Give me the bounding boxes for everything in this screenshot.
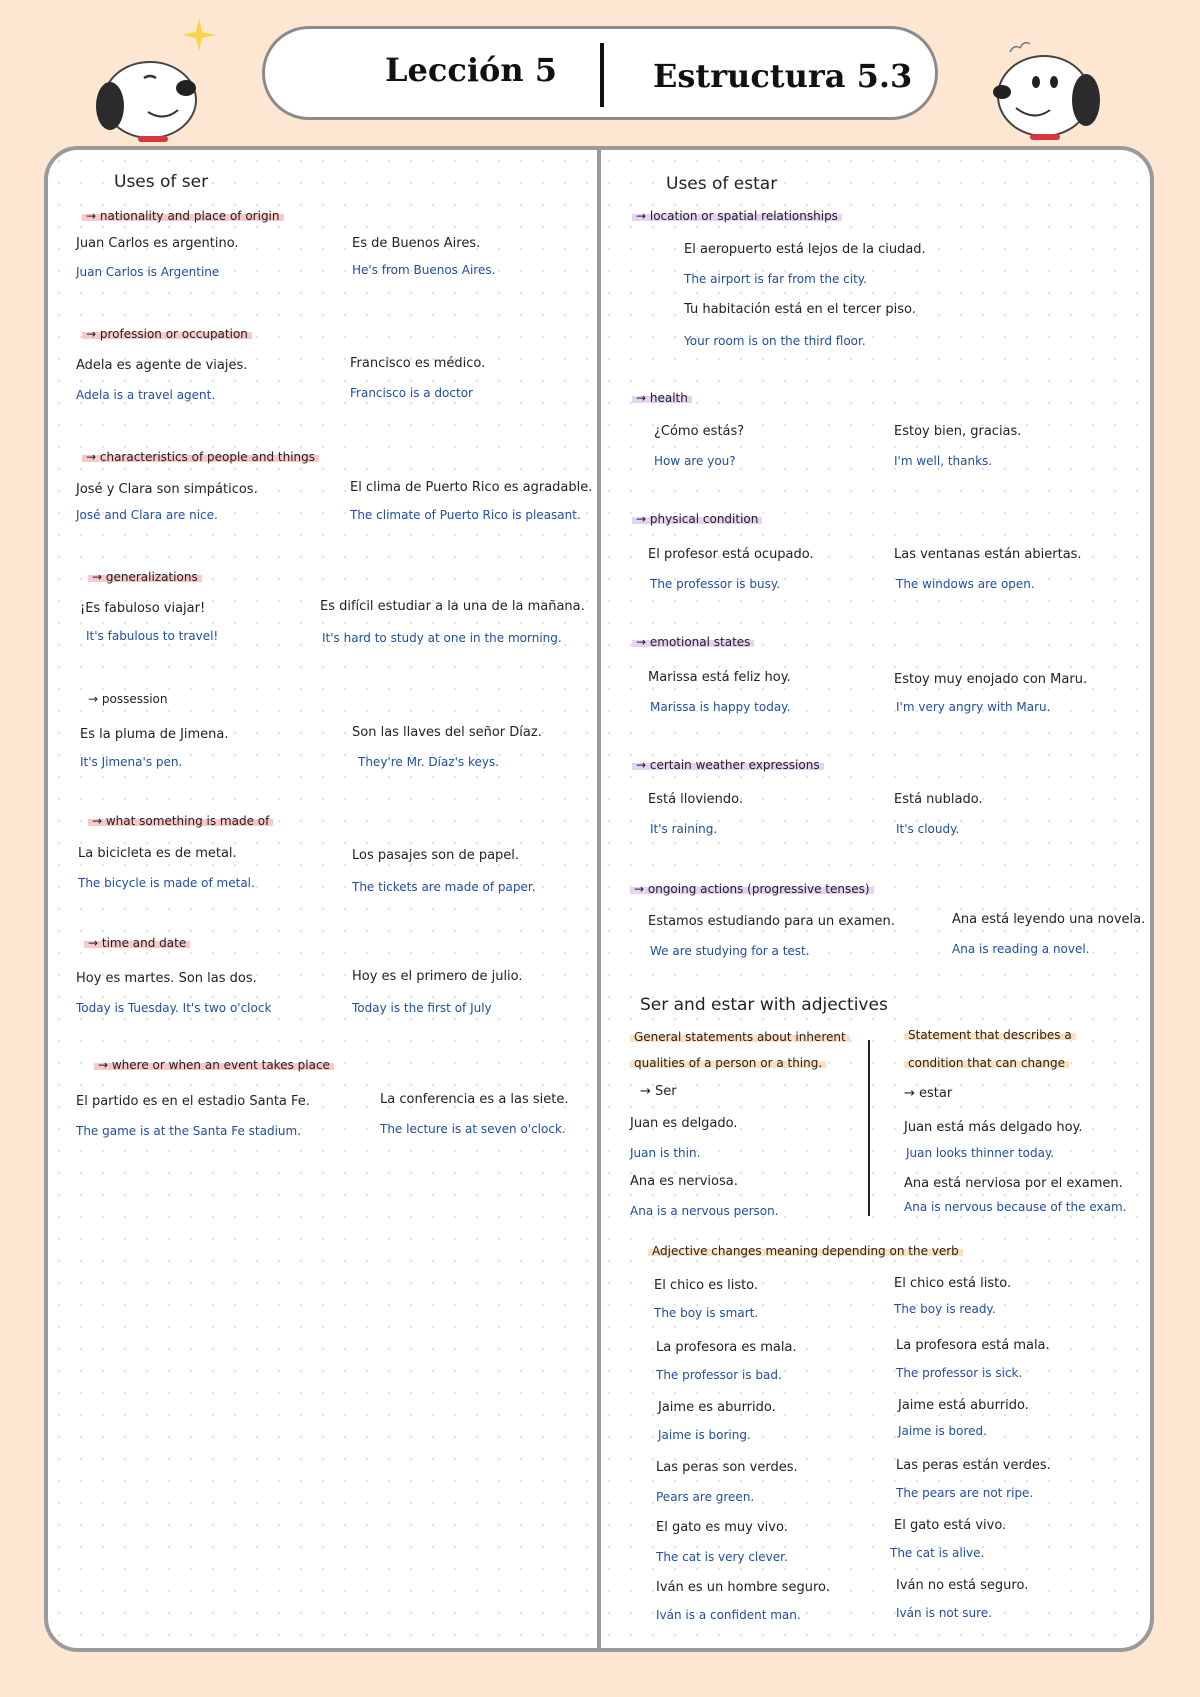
ser-translation: He's from Buenos Aires.	[352, 263, 496, 277]
meaning-ser-example: Iván es un hombre seguro.	[656, 1580, 830, 1595]
ser-side-translation: Juan is thin.	[630, 1146, 701, 1160]
ser-side-translation: Ana is a nervous person.	[630, 1204, 779, 1218]
ser-translation: Francisco is a doctor	[350, 386, 473, 400]
adjectives-divider	[868, 1040, 870, 1216]
title-banner	[262, 26, 938, 120]
meaning-estar-example: El chico está listo.	[894, 1276, 1012, 1291]
adjectives-title: Ser and estar with adjectives	[640, 995, 888, 1015]
meaning-estar-example: La profesora está mala.	[896, 1338, 1050, 1353]
meaning-estar-translation: The cat is alive.	[890, 1546, 985, 1560]
ser-side-label: → Ser	[640, 1084, 677, 1099]
ser-translation: They're Mr. Díaz's keys.	[358, 755, 500, 769]
ser-translation: Juan Carlos is Argentine	[76, 265, 220, 279]
estar-example: Tu habitación está en el tercer piso.	[684, 302, 916, 317]
meaning-estar-translation: The professor is sick.	[896, 1366, 1023, 1380]
estar-example: El aeropuerto está lejos de la ciudad.	[684, 242, 926, 257]
meaning-estar-example: Iván no está seguro.	[896, 1578, 1029, 1593]
ser-example: Juan Carlos es argentino.	[76, 236, 239, 251]
ser-example: Hoy es martes. Son las dos.	[76, 971, 257, 986]
ser-example: Es la pluma de Jimena.	[80, 727, 229, 742]
estar-example: El profesor está ocupado.	[648, 547, 814, 562]
ser-translation: The climate of Puerto Rico is pleasant.	[350, 508, 581, 522]
ser-translation: The tickets are made of paper.	[352, 880, 536, 894]
ser-example: José y Clara son simpáticos.	[76, 482, 258, 497]
ser-heading-generalizations: → generalizations	[88, 570, 202, 584]
estar-heading-location: → location or spatial relationships	[632, 209, 842, 223]
meaning-ser-translation: Iván is a confident man.	[656, 1608, 801, 1622]
meaning-ser-example: Las peras son verdes.	[656, 1460, 798, 1475]
ser-translation: The bicycle is made of metal.	[78, 876, 255, 890]
estar-side-translation: Ana is nervous because of the exam.	[904, 1200, 1127, 1214]
ser-translation: It's fabulous to travel!	[86, 629, 219, 643]
estar-translation: It's raining.	[650, 822, 718, 836]
meaning-ser-example: Jaime es aburrido.	[658, 1400, 776, 1415]
ser-example: ¡Es fabuloso viajar!	[80, 601, 206, 616]
ser-example: El clima de Puerto Rico es agradable.	[350, 480, 593, 495]
estar-translation: Ana is reading a novel.	[952, 942, 1090, 956]
structure-title: Estructura 5.3	[653, 57, 913, 95]
estar-heading-ongoing: → ongoing actions (progressive tenses)	[630, 882, 874, 896]
ser-translation: The lecture is at seven o'clock.	[380, 1122, 566, 1136]
ser-translation: It's Jimena's pen.	[80, 755, 183, 769]
ser-example: Los pasajes son de papel.	[352, 848, 520, 863]
ser-heading-characteristics: → characteristics of people and things	[82, 450, 319, 464]
meaning-estar-example: El gato está vivo.	[894, 1518, 1007, 1533]
estar-translation: Your room is on the third floor.	[684, 334, 866, 348]
estar-translation: The airport is far from the city.	[684, 272, 867, 286]
ser-translation: Adela is a travel agent.	[76, 388, 216, 402]
meaning-ser-example: El gato es muy vivo.	[656, 1520, 788, 1535]
estar-translation: How are you?	[654, 454, 736, 468]
column-divider	[597, 148, 601, 1650]
ser-example: Son las llaves del señor Díaz.	[352, 725, 542, 740]
ser-heading-profession: → profession or occupation	[82, 327, 252, 341]
ser-example: Es difícil estudiar a la una de la mañana.	[320, 599, 585, 614]
meaning-heading: Adjective changes meaning depending on the verb	[648, 1244, 963, 1258]
ser-heading-time: → time and date	[84, 936, 190, 950]
meaning-estar-example: Las peras están verdes.	[896, 1458, 1051, 1473]
lesson-title: Lección 5	[385, 51, 557, 89]
ser-example: Adela es agente de viajes.	[76, 358, 248, 373]
title-separator	[600, 43, 604, 107]
ser-title: Uses of ser	[114, 172, 209, 192]
ser-example: Francisco es médico.	[350, 356, 486, 371]
estar-example: ¿Cómo estás?	[654, 424, 745, 439]
ser-side-description: General statements about inherent	[630, 1030, 850, 1044]
meaning-ser-example: El chico es listo.	[654, 1278, 759, 1293]
estar-side-translation: Juan looks thinner today.	[906, 1146, 1055, 1160]
ser-side-example: Juan es delgado.	[630, 1116, 738, 1131]
ser-example: El partido es en el estadio Santa Fe.	[76, 1094, 310, 1109]
ser-example: La conferencia es a las siete.	[380, 1092, 569, 1107]
dog-left-icon	[88, 40, 218, 144]
meaning-ser-translation: The cat is very clever.	[656, 1550, 788, 1564]
meaning-ser-translation: Pears are green.	[656, 1490, 755, 1504]
estar-side-example: Ana está nerviosa por el examen.	[904, 1176, 1123, 1191]
estar-translation: I'm well, thanks.	[894, 454, 993, 468]
meaning-ser-example: La profesora es mala.	[656, 1340, 797, 1355]
meaning-estar-translation: The pears are not ripe.	[896, 1486, 1034, 1500]
ser-side-description: qualities of a person or a thing.	[630, 1056, 826, 1070]
ser-heading-origin: → nationality and place of origin	[82, 209, 284, 223]
meaning-estar-example: Jaime está aburrido.	[898, 1398, 1029, 1413]
meaning-ser-translation: The boy is smart.	[654, 1306, 759, 1320]
meaning-ser-translation: The professor is bad.	[656, 1368, 782, 1382]
estar-heading-emotional: → emotional states	[632, 635, 754, 649]
ser-translation: José and Clara are nice.	[76, 508, 218, 522]
estar-example: Ana está leyendo una novela.	[952, 912, 1146, 927]
estar-heading-weather: → certain weather expressions	[632, 758, 824, 772]
ser-side-example: Ana es nerviosa.	[630, 1174, 738, 1189]
estar-side-label: → estar	[904, 1086, 953, 1101]
estar-side-description: condition that can change	[904, 1056, 1069, 1070]
estar-translation: I'm very angry with Maru.	[896, 700, 1051, 714]
ser-example: Es de Buenos Aires.	[352, 236, 481, 251]
estar-heading-health: → health	[632, 391, 692, 405]
estar-example: Estamos estudiando para un examen.	[648, 914, 895, 929]
estar-example: Está lloviendo.	[648, 792, 744, 807]
meaning-estar-translation: The boy is ready.	[894, 1302, 996, 1316]
ser-heading-event: → where or when an event takes place	[94, 1058, 334, 1072]
ser-translation: The game is at the Santa Fe stadium.	[76, 1124, 302, 1138]
estar-side-description: Statement that describes a	[904, 1028, 1076, 1042]
estar-example: Estoy bien, gracias.	[894, 424, 1022, 439]
estar-example: Las ventanas están abiertas.	[894, 547, 1082, 562]
ser-translation: Today is Tuesday. It's two o'clock	[76, 1001, 272, 1015]
ser-translation: Today is the first of July	[352, 1001, 492, 1015]
ser-heading-possession: → possession	[88, 692, 168, 706]
estar-translation: Marissa is happy today.	[650, 700, 791, 714]
estar-heading-physical: → physical condition	[632, 512, 762, 526]
ser-example: Hoy es el primero de julio.	[352, 969, 523, 984]
estar-title: Uses of estar	[666, 174, 778, 194]
estar-example: Está nublado.	[894, 792, 983, 807]
ser-heading-material: → what something is made of	[88, 814, 273, 828]
ser-translation: It's hard to study at one in the morning.	[322, 631, 562, 645]
estar-side-example: Juan está más delgado hoy.	[904, 1120, 1083, 1135]
meaning-estar-translation: Jaime is bored.	[898, 1424, 987, 1438]
estar-example: Marissa está feliz hoy.	[648, 670, 791, 685]
meaning-estar-translation: Iván is not sure.	[896, 1606, 993, 1620]
ser-example: La bicicleta es de metal.	[78, 846, 237, 861]
meaning-ser-translation: Jaime is boring.	[658, 1428, 751, 1442]
estar-translation: The professor is busy.	[650, 577, 781, 591]
estar-translation: We are studying for a test.	[650, 944, 810, 958]
estar-translation: The windows are open.	[896, 577, 1035, 591]
estar-example: Estoy muy enojado con Maru.	[894, 672, 1088, 687]
sparkle-icon	[182, 18, 216, 52]
dog-right-icon	[980, 34, 1110, 144]
estar-translation: It's cloudy.	[896, 822, 960, 836]
